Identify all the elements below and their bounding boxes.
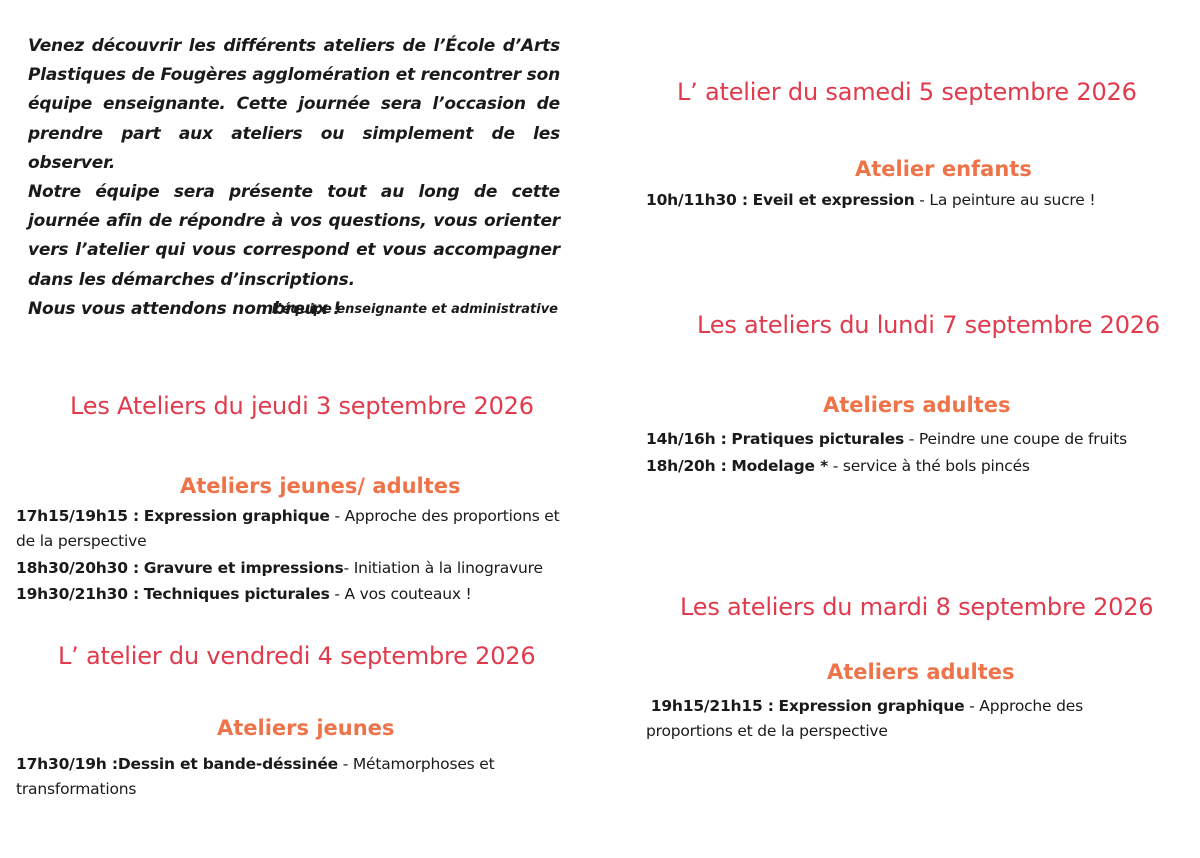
workshop-entry: 17h15/19h15 : Expression graphique - Approche des proportions et de la perspective (16, 507, 560, 550)
friday-group-heading: Ateliers jeunes (217, 716, 395, 740)
intro-paragraph: Notre équipe sera présente tout au long de cette journée afin de répondre à vos questions, vous orienter vers l’atelier qui vous correspond et vous accompagner dans les démarches d’inscriptions. (28, 182, 560, 290)
thursday-group-heading: Ateliers jeunes/ adultes (180, 474, 461, 498)
tuesday-group-heading: Ateliers adultes (827, 660, 1015, 684)
saturday-group-heading: Atelier enfants (855, 157, 1032, 181)
workshop-entry: 18h/20h : Modelage * - service à thé bols pincés (646, 457, 1030, 475)
workshop-entry: 14h/16h : Pratiques picturales - Peindre une coupe de fruits (646, 430, 1127, 448)
intro-paragraph: Nous vous attendons nombreux ! (28, 298, 341, 319)
intro-paragraph: Venez découvrir les différents ateliers de l’École d’Arts Plastiques de Fougères agglomération et rencontrer son équipe enseignante. Cette journée sera l’occasion de prendre part aux ateliers ou simplement de les observer. (28, 36, 560, 173)
signature: L’équipe enseignante et administrative (271, 302, 558, 317)
workshop-entry: 10h/11h30 : Eveil et expression - La peinture au sucre ! (646, 191, 1096, 209)
workshop-entry: 19h15/21h15 : Expression graphique - Approche des proportions et de la perspective (646, 697, 1083, 740)
monday-heading: Les ateliers du lundi 7 septembre 2026 (697, 311, 1160, 339)
workshop-entry: 19h30/21h30 : Techniques picturales - A vos couteaux ! (16, 585, 472, 603)
tuesday-heading: Les ateliers du mardi 8 septembre 2026 (680, 593, 1154, 621)
intro-text (28, 32, 560, 324)
workshop-entry: 17h30/19h :Dessin et bande-déssinée - Métamorphoses et transformations (16, 755, 495, 798)
thursday-heading: Les Ateliers du jeudi 3 septembre 2026 (70, 392, 534, 420)
friday-heading: L’ atelier du vendredi 4 septembre 2026 (58, 642, 536, 670)
saturday-heading: L’ atelier du samedi 5 septembre 2026 (677, 78, 1137, 106)
workshop-entry: 18h30/20h30 : Gravure et impressions- Initiation à la linogravure (16, 559, 543, 577)
monday-group-heading: Ateliers adultes (823, 393, 1011, 417)
